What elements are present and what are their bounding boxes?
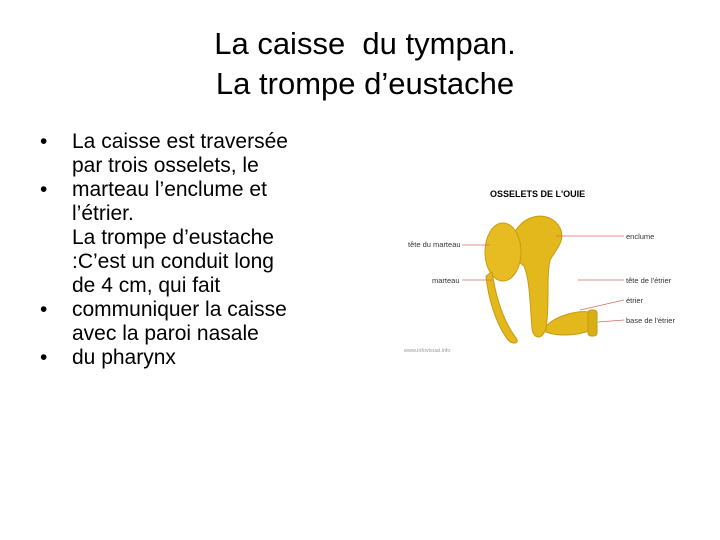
ossicles-diagram — [400, 180, 700, 370]
ossicles-illustration — [485, 216, 597, 343]
bullet-item — [40, 298, 360, 346]
label-base-de-l-etrier: base de l'étrier — [626, 316, 675, 325]
bullet-text: du pharynx — [72, 346, 176, 369]
bullet-text: communiquer la caisse avec la paroi nasale — [72, 298, 287, 345]
bullet-item — [40, 346, 360, 370]
bullet-list — [40, 130, 360, 370]
malleus-handle-shape — [486, 272, 517, 343]
label-tete-de-l-etrier: tête de l'étrier — [626, 276, 672, 285]
bullet-text: La caisse est traversée par trois osselets, le — [72, 130, 288, 177]
title-line-2: La trompe d’eustache — [215, 66, 515, 101]
malleus-head-shape — [485, 223, 521, 281]
label-marteau: marteau — [432, 276, 460, 285]
slide-title — [150, 24, 580, 104]
bullet-text: marteau l’enclume et l’étrier. La trompe d’eustache :C’est un conduit long de 4 cm, qui fait — [72, 178, 274, 297]
figure-watermark: www.infovisual.info — [404, 348, 451, 354]
title-line-1: La caisse du tympan. — [214, 26, 516, 61]
figure-heading: OSSELETS DE L'OUIE — [490, 189, 586, 199]
leader-line — [580, 300, 624, 310]
ossicles-figure — [400, 180, 700, 370]
label-enclume: enclume — [626, 232, 655, 241]
stapes-base-shape — [588, 310, 597, 336]
leader-line — [598, 320, 624, 322]
label-etrier: étrier — [626, 296, 644, 305]
bullet-item — [40, 178, 360, 298]
incus-shape — [511, 216, 562, 337]
label-tete-du-marteau: tête du marteau — [408, 240, 461, 249]
bullet-item — [40, 130, 360, 178]
